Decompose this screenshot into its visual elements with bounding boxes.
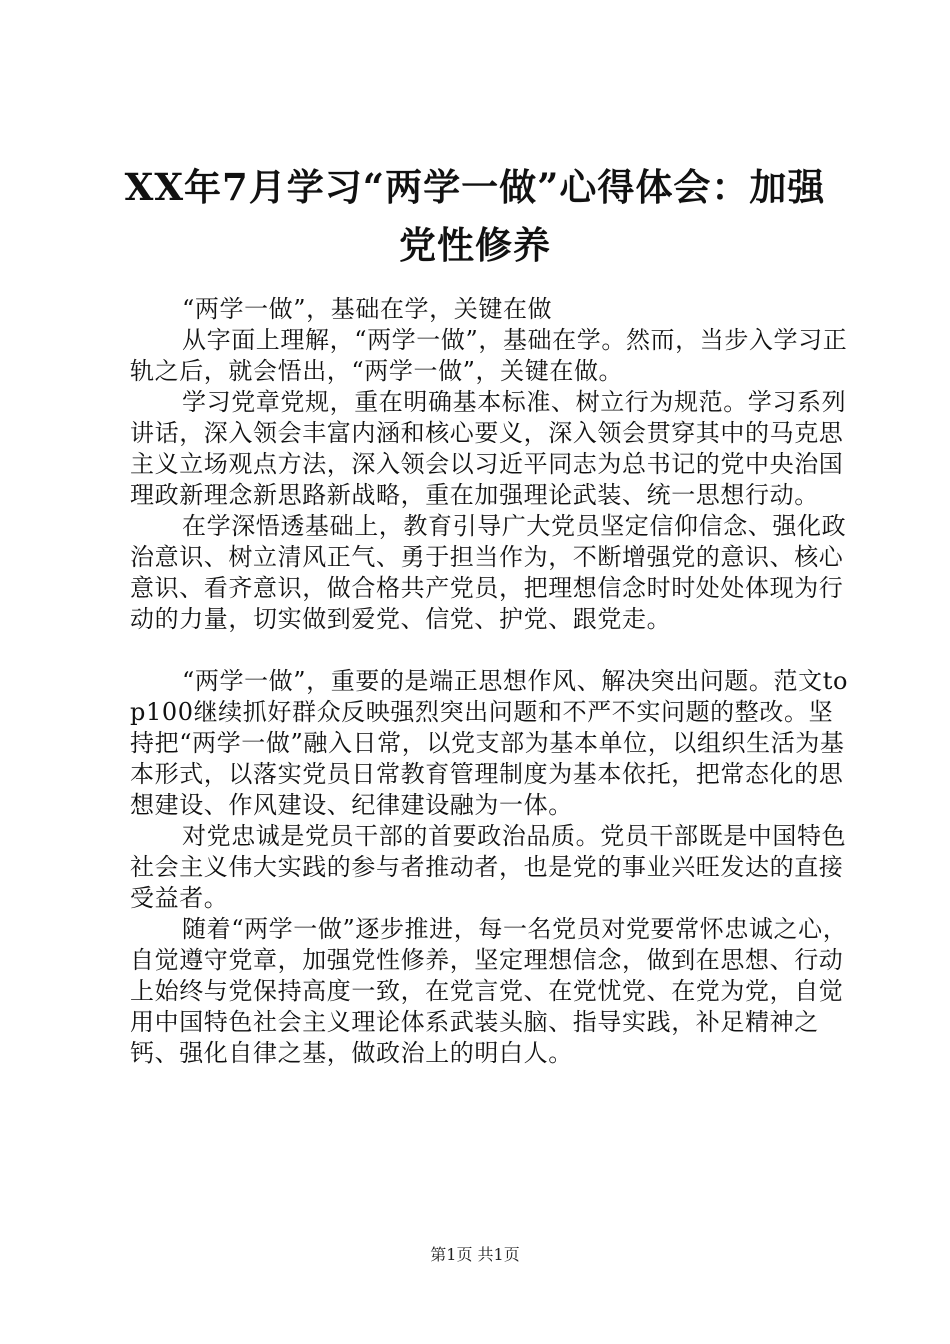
paragraph-3: 学习党章党规，重在明确基本标准、树立行为规范。学习系列讲话，深入领会丰富内涵和核心要义，深入领会贯穿其中的马克思主义立场观点方法，深入领会以习近平同志为总书记的党中央治国理政新理念新思路新战略，重在加强理论武装、统一思想行动。: [130, 388, 847, 509]
document-title: XX年7月学习“两学一做”心得体会：加强党性修养: [124, 165, 826, 267]
paragraph-5: “两学一做”，重要的是端正思想作风、解决突出问题。范文top100继续抓好群众反映强烈突出问题和不严不实问题的整改。坚持把“两学一做”融入日常，以党支部为基本单位，以组织生活为基本形式，以落实党员日常教育管理制度为基本依托，把常态化的思想建设、作风建设、纪律建设融为一体。: [130, 667, 849, 819]
paragraph-1: “两学一做”，基础在学，关键在做: [182, 295, 553, 323]
paragraph-7: 随着“两学一做”逐步推进，每一名党员对党要常怀忠诚之心，自觉遵守党章，加强党性修养，坚定理想信念，做到在思想、行动上始终与党保持高度一致，在党言党、在党忧党、在党为党，自觉用中国特色社会主义理论体系武装头脑、指导实践，补足精神之钙、强化自律之基，做政治上的明白人。: [130, 915, 848, 1067]
document-body: [130, 294, 850, 1069]
page-footer: 第1页 共1页: [430, 1245, 520, 1264]
paragraph-6: 对党忠诚是党员干部的首要政治品质。党员干部既是中国特色社会主义伟大实践的参与者推动者，也是党的事业兴旺发达的直接受益者。: [130, 822, 847, 912]
paragraph-2: 从字面上理解，“两学一做”，基础在学。然而，当步入学习正轨之后，就会悟出，“两学一做”，关键在做。: [130, 326, 848, 385]
paragraph-4: 在学深悟透基础上，教育引导广大党员坚定信仰信念、强化政治意识、树立清风正气、勇于担当作为，不断增强党的意识、核心意识、看齐意识，做合格共产党员，把理想信念时时处处体现为行动的力量，切实做到爱党、信党、护党、跟党走。: [130, 512, 847, 633]
